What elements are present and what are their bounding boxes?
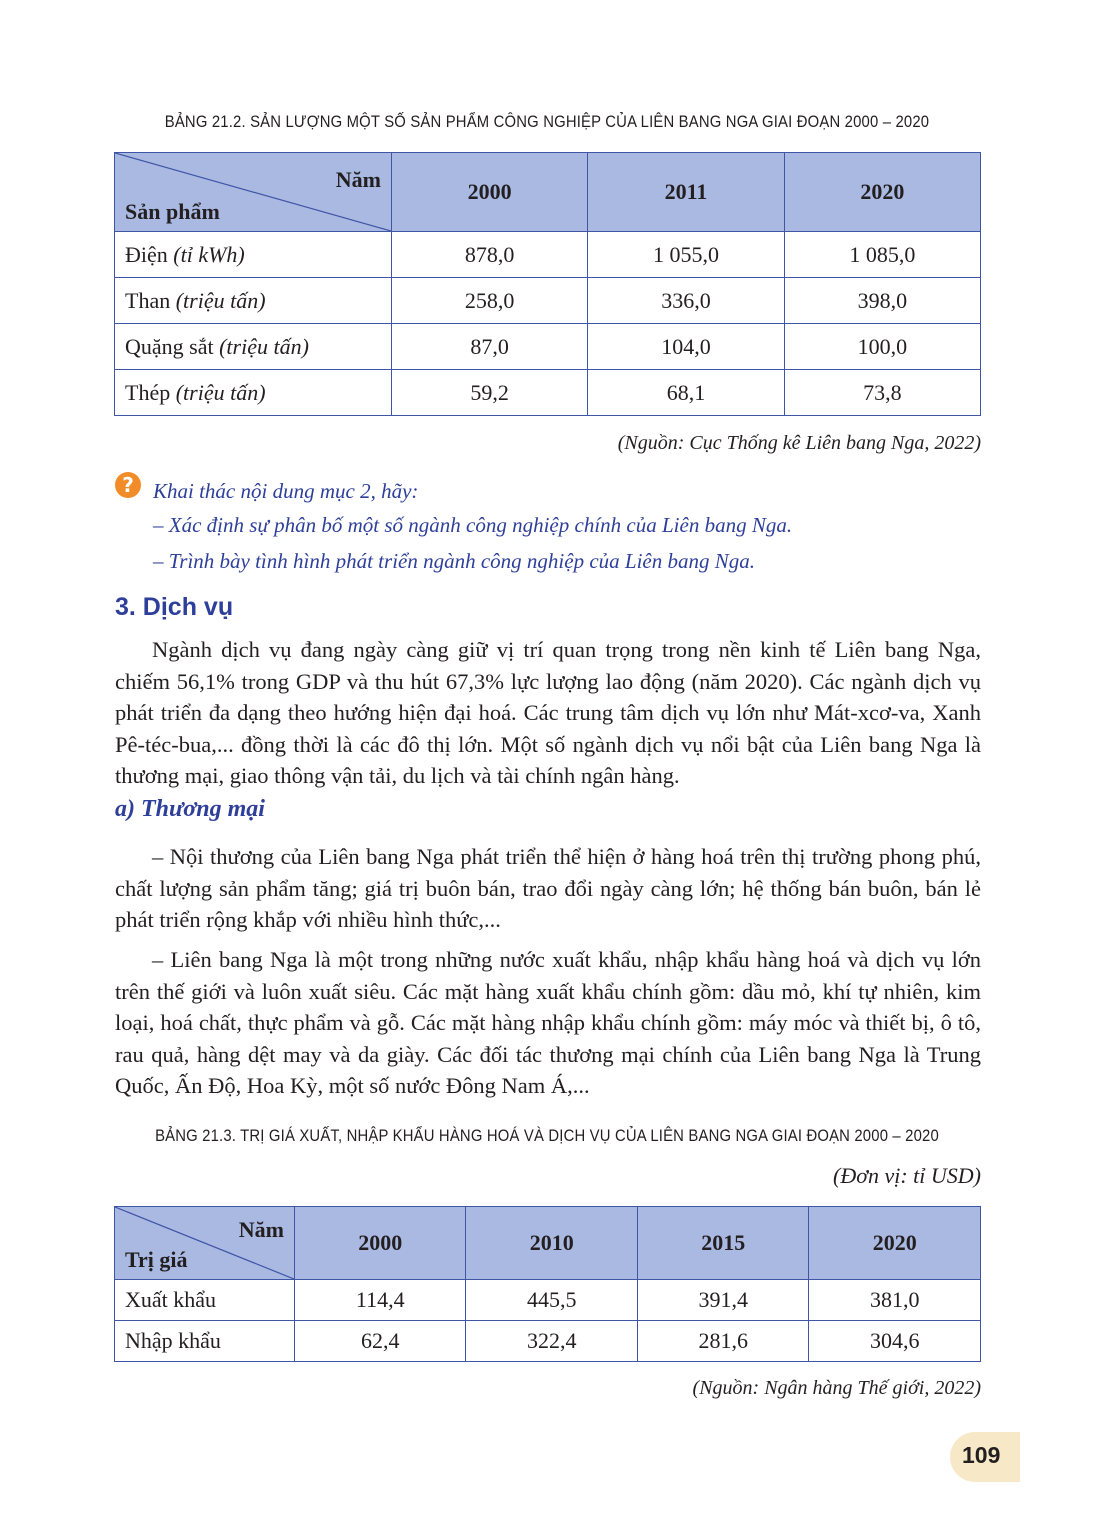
product-unit: (triệu tấn) bbox=[175, 379, 266, 405]
row-label: Xuất khẩu bbox=[115, 1280, 295, 1321]
table1-source: (Nguồn: Cục Thống kê Liên bang Nga, 2022) bbox=[617, 432, 981, 454]
table-row bbox=[115, 232, 981, 278]
table-cell: 322,4 bbox=[466, 1321, 638, 1362]
table-production bbox=[114, 152, 981, 416]
year-header: 2015 bbox=[637, 1207, 809, 1280]
table-header-row bbox=[115, 1207, 981, 1280]
product-unit: (triệu tấn) bbox=[175, 287, 266, 313]
question-item: – Xác định sự phân bố một số ngành công nghiệp chính của Liên bang Nga. bbox=[153, 513, 793, 537]
table-corner-cell bbox=[115, 1207, 295, 1280]
product-name: Quặng sắt bbox=[125, 333, 214, 359]
table2-title: BẢNG 21.3. TRỊ GIÁ XUẤT, NHẬP KHẨU HÀNG HOÁ VÀ DỊCH VỤ CỦA LIÊN BANG NGA GIAI ĐOẠN 2000 – 2020 bbox=[155, 1127, 939, 1145]
table-header-row bbox=[115, 153, 981, 232]
table-cell: 336,0 bbox=[588, 278, 784, 324]
product-unit: (triệu tấn) bbox=[219, 333, 309, 359]
table-cell: 391,4 bbox=[637, 1280, 809, 1321]
table-cell: 281,6 bbox=[637, 1321, 809, 1362]
table-cell: 445,5 bbox=[466, 1280, 638, 1321]
question-icon: ? bbox=[115, 472, 141, 498]
table-cell: 59,2 bbox=[392, 370, 588, 416]
product-name: Thép bbox=[125, 379, 171, 405]
year-header: 2000 bbox=[392, 153, 588, 232]
table-row bbox=[115, 324, 981, 370]
corner-product-label: Sản phẩm bbox=[125, 199, 220, 224]
year-header: 2010 bbox=[466, 1207, 638, 1280]
page-number: 109 bbox=[962, 1442, 1001, 1468]
table-row bbox=[115, 278, 981, 324]
table-cell: 87,0 bbox=[392, 324, 588, 370]
row-label bbox=[115, 370, 392, 416]
table-cell: 304,6 bbox=[809, 1321, 981, 1362]
subsection-heading: a) Thương mại bbox=[115, 796, 265, 822]
row-label bbox=[115, 324, 392, 370]
product-name: Điện bbox=[125, 241, 168, 267]
table-cell: 878,0 bbox=[392, 232, 588, 278]
table-cell: 381,0 bbox=[809, 1280, 981, 1321]
row-label bbox=[115, 278, 392, 324]
table1-title: BẢNG 21.2. SẢN LƯỢNG MỘT SỐ SẢN PHẨM CÔNG NGHIỆP CỦA LIÊN BANG NGA GIAI ĐOẠN 2000 – 2020 bbox=[164, 113, 930, 131]
table-cell: 1 055,0 bbox=[588, 232, 784, 278]
row-label: Nhập khẩu bbox=[115, 1321, 295, 1362]
table-row bbox=[115, 1321, 981, 1362]
question-item: – Trình bày tình hình phát triển ngành công nghiệp của Liên bang Nga. bbox=[153, 549, 755, 573]
year-header: 2000 bbox=[295, 1207, 466, 1280]
table2-source: (Nguồn: Ngân hàng Thế giới, 2022) bbox=[692, 1377, 981, 1399]
year-header: 2011 bbox=[588, 153, 784, 232]
paragraph: – Liên bang Nga là một trong những nước xuất khẩu, nhập khẩu hàng hoá và dịch vụ lớn trên thế giới và luôn xuất siêu. Các mặt hàng xuất khẩu chính gồm: dầu mỏ, khí tự nhiên, kim loại, hoá chất, thực phẩm và gỗ. Các mặt hàng nhập khẩu chính gồm: máy móc và thiết bị, ô tô, rau quả, hàng dệt may và da giày. Các đối tác thương mại chính của Liên bang Nga là Trung Quốc, Ấn Độ, Hoa Kỳ, một số nước Đông Nam Á,... bbox=[115, 947, 981, 1098]
corner-year-label: Năm bbox=[335, 167, 381, 192]
table2-unit: (Đơn vị: tỉ USD) bbox=[833, 1163, 981, 1188]
row-label bbox=[115, 232, 392, 278]
table-cell: 398,0 bbox=[784, 278, 980, 324]
table-cell: 68,1 bbox=[588, 370, 784, 416]
year-header: 2020 bbox=[784, 153, 980, 232]
table-cell: 1 085,0 bbox=[784, 232, 980, 278]
corner-value-label: Trị giá bbox=[125, 1247, 188, 1272]
paragraph: – Nội thương của Liên bang Nga phát triển thể hiện ở hàng hoá trên thị trường phong phú, chất lượng sản phẩm tăng; giá trị buôn bán, trao đổi ngày càng lớn; hệ thống bán buôn, bán lẻ phát triển rộng khắp với nhiều hình thức,... bbox=[115, 844, 981, 932]
table-cell: 100,0 bbox=[784, 324, 980, 370]
question-intro: Khai thác nội dung mục 2, hãy: bbox=[153, 479, 419, 503]
table-cell: 114,4 bbox=[295, 1280, 466, 1321]
section-heading: 3. Dịch vụ bbox=[115, 593, 234, 621]
table-row bbox=[115, 1280, 981, 1321]
product-name: Than bbox=[125, 287, 171, 313]
table-cell: 62,4 bbox=[295, 1321, 466, 1362]
table-trade bbox=[114, 1206, 981, 1362]
year-header: 2020 bbox=[809, 1207, 981, 1280]
table-cell: 73,8 bbox=[784, 370, 980, 416]
table-cell: 104,0 bbox=[588, 324, 784, 370]
corner-year-label: Năm bbox=[238, 1217, 284, 1242]
product-unit: (tỉ kWh) bbox=[173, 241, 245, 267]
table-cell: 258,0 bbox=[392, 278, 588, 324]
table-corner-cell bbox=[115, 153, 392, 232]
table-row bbox=[115, 370, 981, 416]
paragraph: Ngành dịch vụ đang ngày càng giữ vị trí quan trọng trong nền kinh tế Liên bang Nga, chiếm 56,1% trong GDP và thu hút 67,3% lực lượng lao động (năm 2020). Các ngành dịch vụ phát triển đa dạng theo hướng hiện đại hoá. Các trung tâm dịch vụ lớn như Mát-xcơ-va, Xanh Pê-téc-bua,... đồng thời là các đô thị lớn. Một số ngành dịch vụ nổi bật của Liên bang Nga là thương mại, giao thông vận tải, du lịch và tài chính ngân hàng. bbox=[115, 637, 981, 788]
